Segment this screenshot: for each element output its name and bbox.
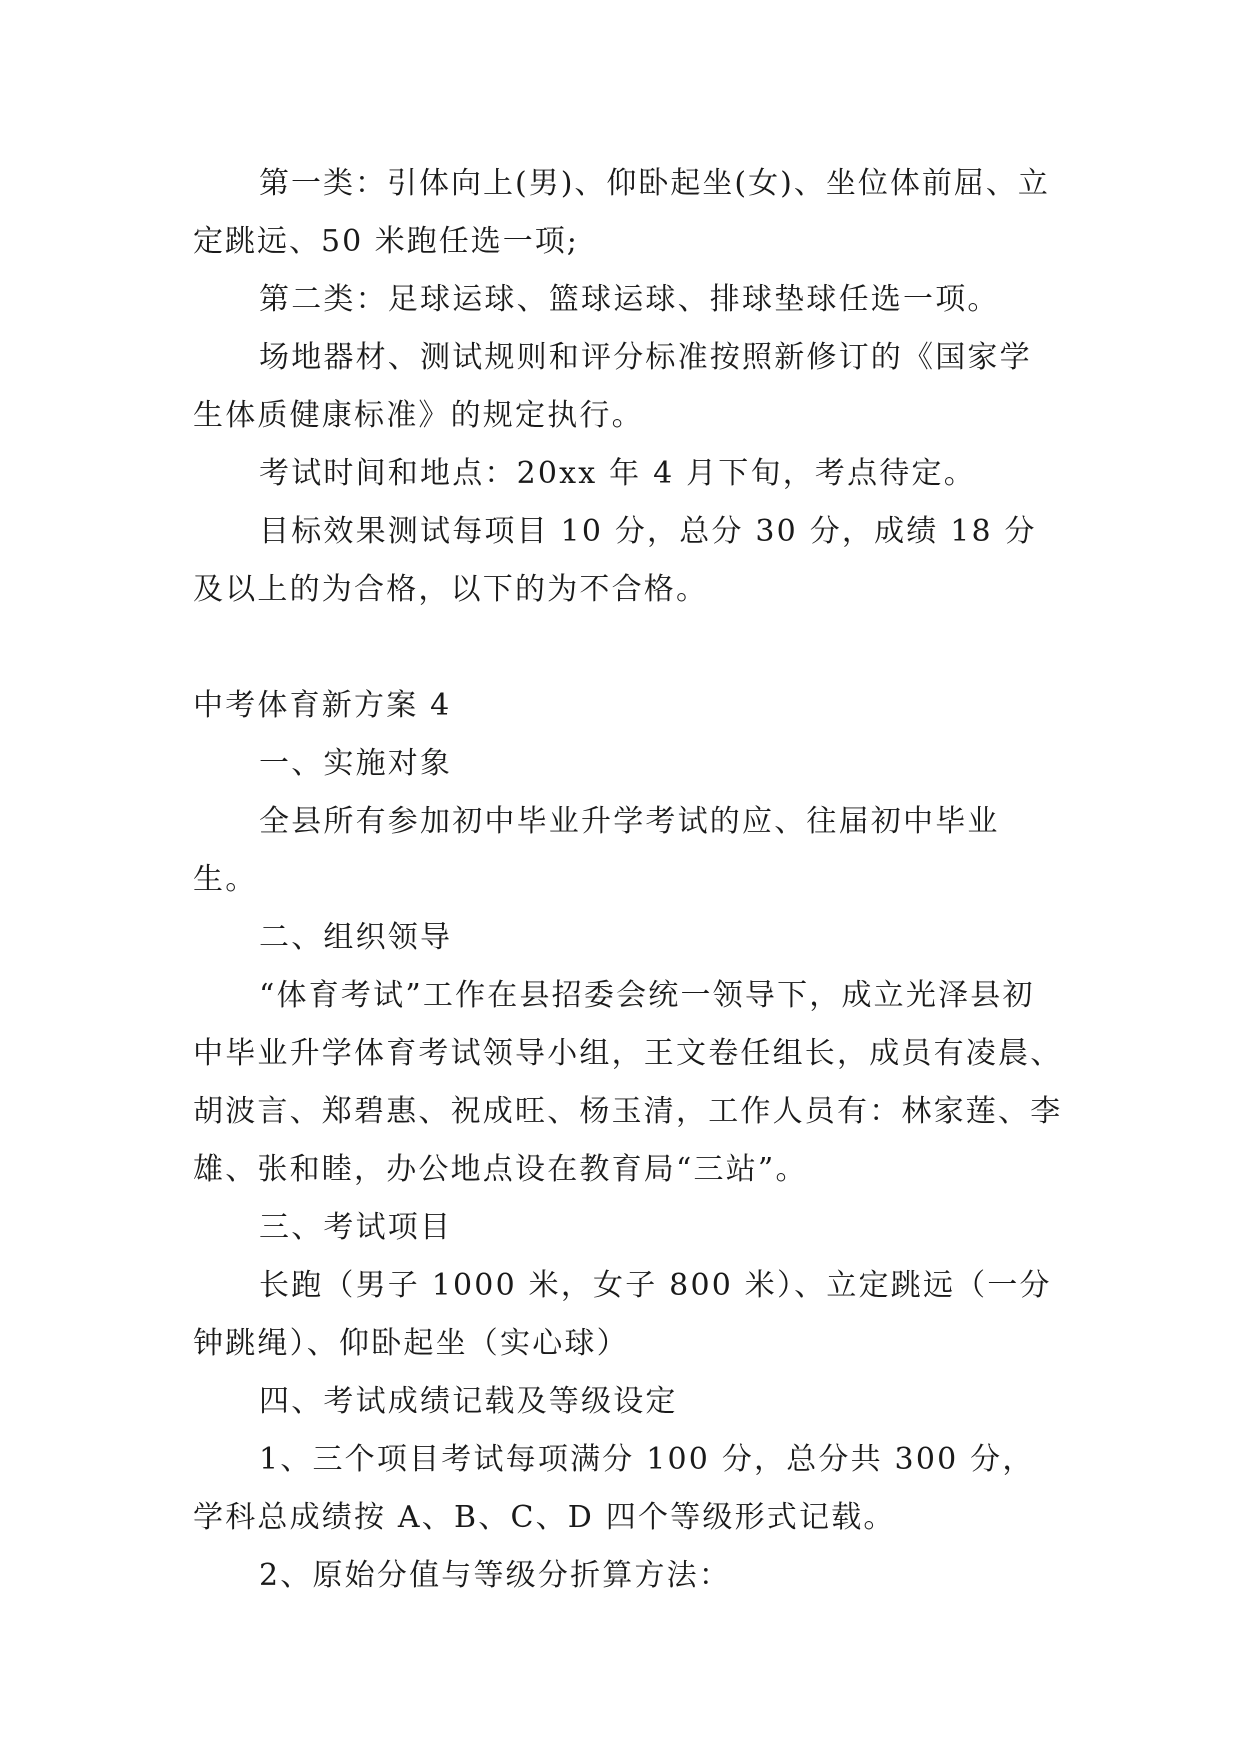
paragraph-organization: “体育考试”工作在县招委会统一领导下，成立光泽县初中毕业升学体育考试领导小组，王文卷任组长，成员有凌晨、胡波言、郑碧惠、祝成旺、杨玉清，工作人员有：林家莲、李雄、张和睦，办公地点设在教育局“三站”。 — [193, 978, 1063, 1187]
paragraph-grading-2: 2、原始分值与等级分折算方法： — [259, 1558, 732, 1593]
subheading-exam-items: 三、考试项目 — [259, 1210, 453, 1245]
paragraph-category-two: 第二类：足球运球、篮球运球、排球垫球任选一项。 — [259, 282, 1000, 317]
paragraph-category-one: 第一类：引体向上(男)、仰卧起坐(女)、坐位体前屈、立定跳远、50 米跑任选一项; — [193, 166, 1050, 259]
subheading-grading: 四、考试成绩记载及等级设定 — [259, 1384, 678, 1419]
paragraph-grading-1: 1、三个项目考试每项满分 100 分，总分共 300 分，学科总成绩按 A、B、C、D 四个等级形式记载。 — [193, 1442, 1035, 1535]
paragraph-target: 全县所有参加初中毕业升学考试的应、往届初中毕业生。 — [193, 804, 1000, 897]
section-heading: 中考体育新方案 4 — [193, 688, 452, 723]
subheading-organization: 二、组织领导 — [259, 920, 453, 955]
paragraph-time-location: 考试时间和地点：20xx 年 4 月下旬，考点待定。 — [259, 456, 976, 491]
subheading-target: 一、实施对象 — [259, 746, 453, 781]
paragraph-equipment-rules: 场地器材、测试规则和评分标准按照新修订的《国家学生体质健康标准》的规定执行。 — [193, 340, 1032, 433]
document-page — [193, 155, 1063, 1605]
paragraph-exam-items: 长跑（男子 1000 米，女子 800 米）、立定跳远（一分钟跳绳）、仰卧起坐（实心球） — [193, 1268, 1052, 1361]
paragraph-scoring: 目标效果测试每项目 10 分，总分 30 分，成绩 18 分及以上的为合格，以下的为不合格。 — [193, 514, 1037, 607]
